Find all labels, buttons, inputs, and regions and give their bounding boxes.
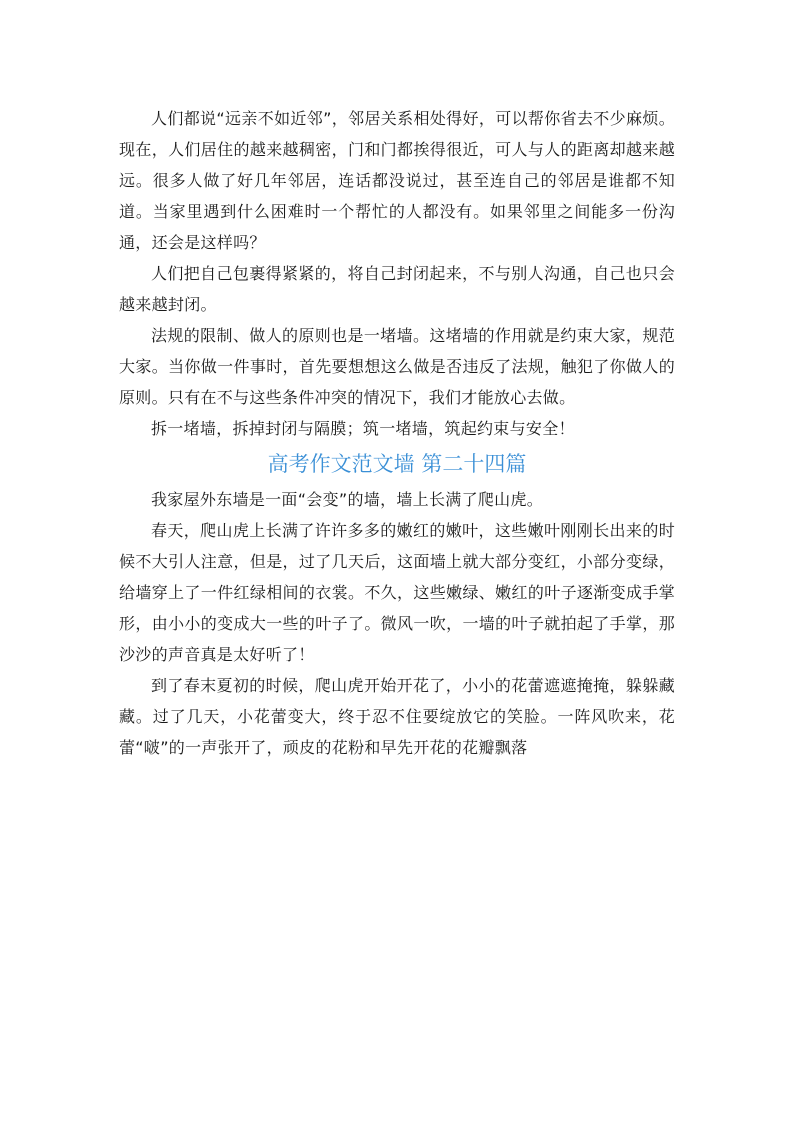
paragraph-closed-off: 人们把自己包裹得紧紧的，将自己封闭起来，不与别人沟通，自己也只会越来越封闭。 [119,264,675,314]
document-page [119,103,675,763]
paragraph-spring: 春天，爬山虎上长满了许许多多的嫩红的嫩叶，这些嫩叶刚刚长出来的时候不大引人注意，但是，过了几天后，这面墙上就大部分变红，小部分变绿，给墙穿上了一件红绿相间的衣裳。不久，这些嫩绿、嫩红的叶子逐渐变成手掌形，由小小的变成大一些的叶子了。微风一吹，一墙的叶子就拍起了手掌，那沙沙的声音真是太好听了！ [119,521,675,664]
paragraph-neighbors: 人们都说“远亲不如近邻”，邻居关系相处得好，可以帮你省去不少麻烦。现在，人们居住的越来越稠密，门和门都挨得很近，可人与人的距离却越来越远。很多人做了好几年邻居，连话都没说过，甚至连自己的邻居是谁都不知道。当家里遇到什么困难时一个帮忙的人都没有。如果邻里之间能多一份沟通，还会是这样吗？ [119,109,675,252]
paragraph-east-wall: 我家屋外东墙是一面“会变”的墙，墙上长满了爬山虎。 [151,490,544,509]
paragraph-conclusion: 拆一堵墙，拆掉封闭与隔膜；筑一堵墙，筑起约束与安全！ [151,419,575,438]
paragraph-late-spring: 到了春末夏初的时候，爬山虎开始开花了，小小的花蕾遮遮掩掩，躲躲藏藏。过了几天，小花蕾变大，终于忍不住要绽放它的笑脸。一阵风吹来，花蕾“啵”的一声张开了，顽皮的花粉和早先开花的花瓣飘落 [119,676,675,757]
section-heading: 高考作文范文墙 第二十四篇 [267,452,527,476]
paragraph-rules-wall: 法规的限制、做人的原则也是一堵墙。这堵墙的作用就是约束大家，规范大家。当你做一件事时，首先要想想这么做是否违反了法规，触犯了你做人的原则。只有在不与这些条件冲突的情况下，我们才能放心去做。 [119,326,675,407]
